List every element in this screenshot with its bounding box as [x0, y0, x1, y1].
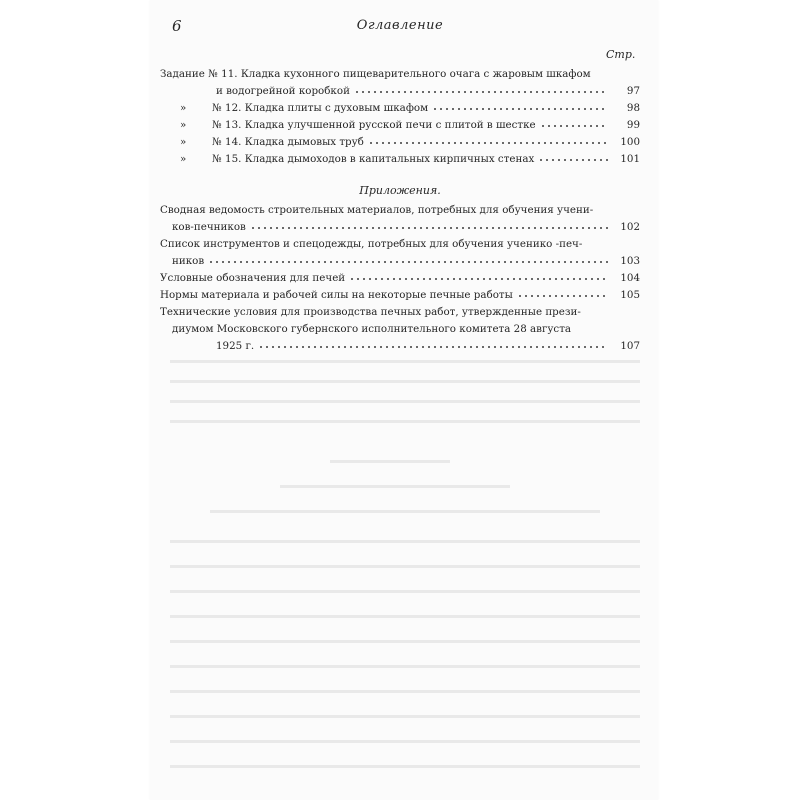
entry-title: Кладка дымовых труб [244, 136, 364, 148]
appendix-title: Сводная ведомость строительных материалов, потребных для обучения учени- [160, 204, 594, 216]
ditto-mark: » [180, 153, 187, 165]
appendix-entry-continuation [160, 321, 640, 338]
entry-number: № 12. [212, 102, 242, 114]
dot-leader [540, 124, 608, 128]
bleed-through-text [150, 340, 658, 790]
appendix-page: 103 [620, 255, 640, 267]
appendix-page: 104 [620, 272, 640, 284]
entry-title: Кладка плиты с духовым шкафом [244, 102, 429, 114]
dot-leader [538, 158, 608, 162]
running-title: Оглавление [356, 18, 444, 33]
toc-entry [160, 66, 640, 83]
table-of-contents [160, 66, 640, 355]
appendix-title: Список инструментов и спецодежды, потребных для обучения ученико -печ- [160, 238, 583, 250]
dot-leader [258, 345, 608, 349]
appendix-entry [160, 304, 640, 321]
appendix-entry-continuation [160, 338, 640, 355]
appendix-entry-continuation [160, 253, 640, 270]
entry-number: № 14. [212, 136, 242, 148]
entry-number: № 13. [212, 119, 242, 131]
appendix-entry [160, 202, 640, 219]
page-column-header: Стр. [606, 48, 636, 61]
dot-leader [517, 294, 608, 298]
appendix-heading: Приложения. [359, 184, 441, 197]
appendix-title: Условные обозначения для печей [160, 272, 346, 284]
entry-page: 98 [626, 102, 640, 114]
entry-number: Задание № 11. [160, 68, 238, 80]
toc-entry [160, 100, 640, 117]
appendix-title-cont: 1925 г. [216, 340, 255, 352]
appendix-entry-continuation [160, 219, 640, 236]
entry-title: Кладка кухонного пищеварительного очага с жаровым шкафом [240, 68, 591, 80]
toc-entry [160, 134, 640, 151]
appendix-entry [160, 287, 640, 304]
appendix-title: Нормы материала и рабочей силы на некоторые печные работы [160, 289, 513, 301]
entry-title: Кладка дымоходов в капитальных кирпичных стенах [244, 153, 535, 165]
entry-page: 99 [626, 119, 640, 131]
page-number: 6 [172, 17, 182, 35]
entry-title: Кладка улучшенной русской печи с плитой в шестке [244, 119, 536, 131]
dot-leader [250, 226, 608, 230]
appendix-page: 107 [620, 340, 640, 352]
toc-entry-continuation [160, 83, 640, 100]
entry-title-cont: и водогрейной коробкой [216, 85, 350, 97]
dot-leader [368, 141, 608, 145]
toc-entry [160, 117, 640, 134]
appendix-page: 105 [620, 289, 640, 301]
entry-number: № 15. [212, 153, 242, 165]
toc-entry [160, 151, 640, 168]
appendix-entry [160, 236, 640, 253]
appendix-title-cont: диумом Московского губернского исполнительного комитета 28 августа [172, 323, 572, 335]
appendix-title: Технические условия для производства печных работ, утвержденные прези- [160, 306, 581, 318]
dot-leader [354, 90, 608, 94]
ditto-mark: » [180, 102, 187, 114]
appendix-title-cont: ков-печников [172, 221, 246, 233]
ditto-mark: » [180, 119, 187, 131]
appendix-page: 102 [620, 221, 640, 233]
entry-page: 97 [626, 85, 640, 97]
entry-page: 100 [620, 136, 640, 148]
entry-page: 101 [620, 153, 640, 165]
appendix-entry [160, 270, 640, 287]
appendix-title-cont: ников [172, 255, 205, 267]
dot-leader [432, 107, 608, 111]
dot-leader [349, 277, 608, 281]
ditto-mark: » [180, 136, 187, 148]
dot-leader [208, 260, 608, 264]
